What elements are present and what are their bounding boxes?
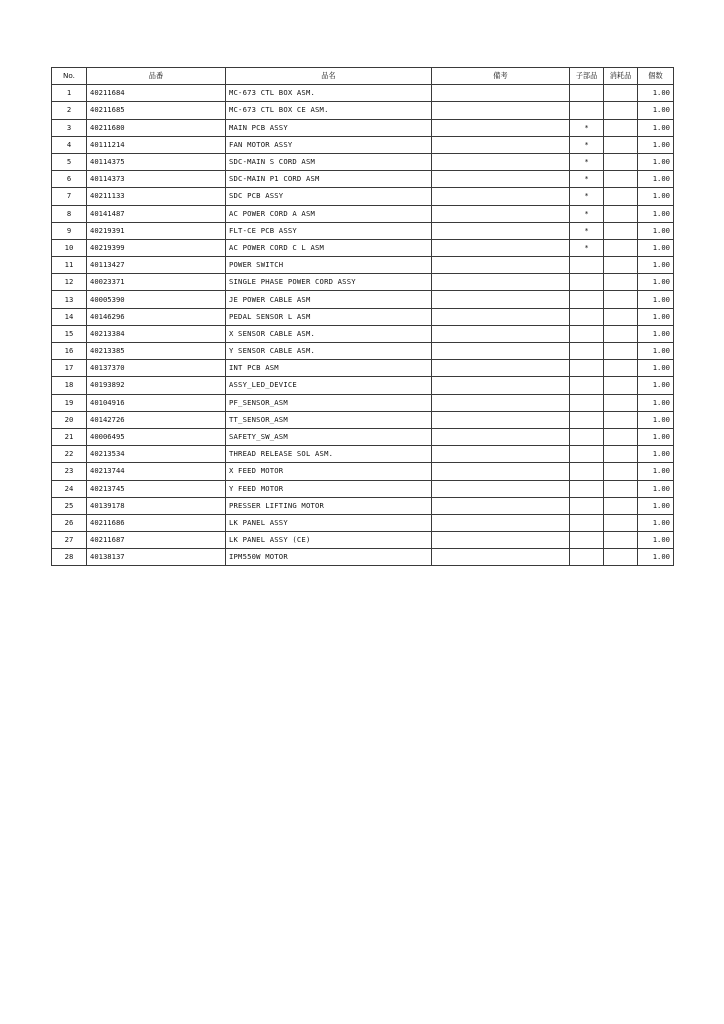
sub-part-mark — [570, 360, 604, 377]
row-no: 11 — [52, 257, 87, 274]
part-name-cell: PEDAL SENSOR L ASM — [226, 308, 432, 325]
sub-part-mark: * — [570, 205, 604, 222]
table-row — [52, 497, 674, 514]
table-row — [52, 102, 674, 119]
table-row — [52, 153, 674, 170]
table-row — [52, 222, 674, 239]
part-number-cell: 40211684 — [87, 85, 226, 102]
consumable-mark — [604, 153, 638, 170]
table-row — [52, 188, 674, 205]
quantity-cell: 1.00 — [638, 119, 674, 136]
table-row — [52, 480, 674, 497]
table-row — [52, 549, 674, 566]
sub-part-mark — [570, 480, 604, 497]
quantity-cell: 1.00 — [638, 274, 674, 291]
remarks-cell — [432, 549, 570, 566]
remarks-cell — [432, 480, 570, 497]
table-row — [52, 85, 674, 102]
table-row — [52, 239, 674, 256]
remarks-cell — [432, 360, 570, 377]
consumable-mark — [604, 532, 638, 549]
row-no: 8 — [52, 205, 87, 222]
part-number-cell: 40213385 — [87, 343, 226, 360]
part-name-cell: X SENSOR CABLE ASM. — [226, 325, 432, 342]
row-no: 18 — [52, 377, 87, 394]
consumable-mark — [604, 514, 638, 531]
part-name-cell: MAIN PCB ASSY — [226, 119, 432, 136]
consumable-mark — [604, 119, 638, 136]
header-sub-part: 子部品 — [570, 68, 604, 85]
part-number-cell: 40114375 — [87, 153, 226, 170]
sub-part-mark — [570, 428, 604, 445]
row-no: 26 — [52, 514, 87, 531]
row-no: 21 — [52, 428, 87, 445]
remarks-cell — [432, 514, 570, 531]
row-no: 24 — [52, 480, 87, 497]
part-number-cell: 40005390 — [87, 291, 226, 308]
table-row — [52, 394, 674, 411]
remarks-cell — [432, 257, 570, 274]
sub-part-mark — [570, 377, 604, 394]
row-no: 6 — [52, 171, 87, 188]
quantity-cell: 1.00 — [638, 205, 674, 222]
part-number-cell: 40113427 — [87, 257, 226, 274]
remarks-cell — [432, 325, 570, 342]
row-no: 27 — [52, 532, 87, 549]
sub-part-mark — [570, 514, 604, 531]
row-no: 16 — [52, 343, 87, 360]
part-name-cell: FLT-CE PCB ASSY — [226, 222, 432, 239]
header-consumable: 消耗品 — [604, 68, 638, 85]
sub-part-mark: * — [570, 136, 604, 153]
part-number-cell: 40006495 — [87, 428, 226, 445]
sub-part-mark: * — [570, 188, 604, 205]
part-number-cell: 40211686 — [87, 514, 226, 531]
sub-part-mark — [570, 446, 604, 463]
remarks-cell — [432, 308, 570, 325]
quantity-cell: 1.00 — [638, 257, 674, 274]
quantity-cell: 1.00 — [638, 102, 674, 119]
sub-part-mark — [570, 532, 604, 549]
part-name-cell: LK PANEL ASSY (CE) — [226, 532, 432, 549]
remarks-cell — [432, 274, 570, 291]
table-row — [52, 205, 674, 222]
header-part-name: 品名 — [226, 68, 432, 85]
consumable-mark — [604, 188, 638, 205]
quantity-cell: 1.00 — [638, 291, 674, 308]
sub-part-mark — [570, 549, 604, 566]
consumable-mark — [604, 411, 638, 428]
part-number-cell: 40211685 — [87, 102, 226, 119]
row-no: 12 — [52, 274, 87, 291]
consumable-mark — [604, 239, 638, 256]
consumable-mark — [604, 308, 638, 325]
remarks-cell — [432, 446, 570, 463]
sub-part-mark: * — [570, 153, 604, 170]
quantity-cell: 1.00 — [638, 343, 674, 360]
part-name-cell: FAN MOTOR ASSY — [226, 136, 432, 153]
sub-part-mark — [570, 343, 604, 360]
table-row — [52, 360, 674, 377]
consumable-mark — [604, 222, 638, 239]
sub-part-mark — [570, 325, 604, 342]
parts-table — [51, 67, 674, 566]
table-row — [52, 308, 674, 325]
sub-part-mark — [570, 274, 604, 291]
quantity-cell: 1.00 — [638, 222, 674, 239]
row-no: 9 — [52, 222, 87, 239]
row-no: 14 — [52, 308, 87, 325]
part-number-cell: 40213384 — [87, 325, 226, 342]
remarks-cell — [432, 102, 570, 119]
sub-part-mark — [570, 85, 604, 102]
quantity-cell: 1.00 — [638, 308, 674, 325]
part-name-cell: INT PCB ASM — [226, 360, 432, 377]
remarks-cell — [432, 119, 570, 136]
quantity-cell: 1.00 — [638, 85, 674, 102]
quantity-cell: 1.00 — [638, 377, 674, 394]
quantity-cell: 1.00 — [638, 411, 674, 428]
table-row — [52, 377, 674, 394]
header-no: No. — [52, 68, 87, 85]
part-number-cell: 40104916 — [87, 394, 226, 411]
row-no: 23 — [52, 463, 87, 480]
part-number-cell: 40213534 — [87, 446, 226, 463]
part-name-cell: SDC PCB ASSY — [226, 188, 432, 205]
remarks-cell — [432, 222, 570, 239]
table-row — [52, 257, 674, 274]
row-no: 19 — [52, 394, 87, 411]
header-remarks: 備考 — [432, 68, 570, 85]
part-name-cell: MC-673 CTL BOX ASM. — [226, 85, 432, 102]
sub-part-mark — [570, 102, 604, 119]
part-number-cell: 40211687 — [87, 532, 226, 549]
sub-part-mark: * — [570, 119, 604, 136]
remarks-cell — [432, 153, 570, 170]
row-no: 7 — [52, 188, 87, 205]
part-name-cell: ASSY_LED_DEVICE — [226, 377, 432, 394]
part-name-cell: Y FEED MOTOR — [226, 480, 432, 497]
table-row — [52, 446, 674, 463]
row-no: 22 — [52, 446, 87, 463]
table-header-row — [52, 68, 674, 85]
remarks-cell — [432, 205, 570, 222]
remarks-cell — [432, 85, 570, 102]
remarks-cell — [432, 497, 570, 514]
part-number-cell: 40219399 — [87, 239, 226, 256]
row-no: 2 — [52, 102, 87, 119]
remarks-cell — [432, 463, 570, 480]
remarks-cell — [432, 291, 570, 308]
table-row — [52, 343, 674, 360]
header-part-number: 品番 — [87, 68, 226, 85]
part-number-cell: 40111214 — [87, 136, 226, 153]
remarks-cell — [432, 343, 570, 360]
consumable-mark — [604, 343, 638, 360]
row-no: 13 — [52, 291, 87, 308]
part-name-cell: THREAD RELEASE SOL ASM. — [226, 446, 432, 463]
table-row — [52, 463, 674, 480]
row-no: 1 — [52, 85, 87, 102]
sub-part-mark — [570, 394, 604, 411]
quantity-cell: 1.00 — [638, 153, 674, 170]
consumable-mark — [604, 102, 638, 119]
remarks-cell — [432, 188, 570, 205]
consumable-mark — [604, 325, 638, 342]
consumable-mark — [604, 171, 638, 188]
table-row — [52, 428, 674, 445]
remarks-cell — [432, 239, 570, 256]
table-row — [52, 325, 674, 342]
quantity-cell: 1.00 — [638, 394, 674, 411]
part-number-cell: 40193892 — [87, 377, 226, 394]
part-number-cell: 40139178 — [87, 497, 226, 514]
consumable-mark — [604, 85, 638, 102]
consumable-mark — [604, 274, 638, 291]
row-no: 10 — [52, 239, 87, 256]
quantity-cell: 1.00 — [638, 497, 674, 514]
row-no: 28 — [52, 549, 87, 566]
part-name-cell: Y SENSOR CABLE ASM. — [226, 343, 432, 360]
sub-part-mark — [570, 497, 604, 514]
part-name-cell: AC POWER CORD A ASM — [226, 205, 432, 222]
remarks-cell — [432, 136, 570, 153]
quantity-cell: 1.00 — [638, 360, 674, 377]
row-no: 17 — [52, 360, 87, 377]
consumable-mark — [604, 446, 638, 463]
quantity-cell: 1.00 — [638, 171, 674, 188]
remarks-cell — [432, 394, 570, 411]
quantity-cell: 1.00 — [638, 514, 674, 531]
remarks-cell — [432, 411, 570, 428]
part-name-cell: SDC-MAIN P1 CORD ASM — [226, 171, 432, 188]
table-row — [52, 171, 674, 188]
sub-part-mark — [570, 463, 604, 480]
remarks-cell — [432, 171, 570, 188]
row-no: 25 — [52, 497, 87, 514]
remarks-cell — [432, 377, 570, 394]
part-name-cell: JE POWER CABLE ASM — [226, 291, 432, 308]
sub-part-mark: * — [570, 239, 604, 256]
consumable-mark — [604, 205, 638, 222]
consumable-mark — [604, 394, 638, 411]
row-no: 15 — [52, 325, 87, 342]
part-name-cell: SDC-MAIN S CORD ASM — [226, 153, 432, 170]
part-number-cell: 40142726 — [87, 411, 226, 428]
consumable-mark — [604, 497, 638, 514]
sub-part-mark: * — [570, 171, 604, 188]
quantity-cell: 1.00 — [638, 188, 674, 205]
quantity-cell: 1.00 — [638, 549, 674, 566]
part-name-cell: TT_SENSOR_ASM — [226, 411, 432, 428]
quantity-cell: 1.00 — [638, 463, 674, 480]
part-name-cell: SAFETY_SW_ASM — [226, 428, 432, 445]
consumable-mark — [604, 377, 638, 394]
part-number-cell: 40146296 — [87, 308, 226, 325]
table-row — [52, 119, 674, 136]
consumable-mark — [604, 257, 638, 274]
table-row — [52, 532, 674, 549]
sub-part-mark — [570, 291, 604, 308]
table-row — [52, 274, 674, 291]
row-no: 5 — [52, 153, 87, 170]
part-number-cell: 40211133 — [87, 188, 226, 205]
part-name-cell: PRESSER LIFTING MOTOR — [226, 497, 432, 514]
part-number-cell: 40137370 — [87, 360, 226, 377]
consumable-mark — [604, 136, 638, 153]
sub-part-mark — [570, 308, 604, 325]
quantity-cell: 1.00 — [638, 428, 674, 445]
sub-part-mark — [570, 411, 604, 428]
part-number-cell: 40213744 — [87, 463, 226, 480]
part-number-cell: 40023371 — [87, 274, 226, 291]
consumable-mark — [604, 291, 638, 308]
part-name-cell: MC-673 CTL BOX CE ASM. — [226, 102, 432, 119]
remarks-cell — [432, 532, 570, 549]
table-row — [52, 514, 674, 531]
part-number-cell: 40138137 — [87, 549, 226, 566]
consumable-mark — [604, 549, 638, 566]
part-name-cell: AC POWER CORD C L ASM — [226, 239, 432, 256]
consumable-mark — [604, 463, 638, 480]
consumable-mark — [604, 360, 638, 377]
table-row — [52, 411, 674, 428]
row-no: 3 — [52, 119, 87, 136]
quantity-cell: 1.00 — [638, 480, 674, 497]
quantity-cell: 1.00 — [638, 239, 674, 256]
sub-part-mark: * — [570, 222, 604, 239]
quantity-cell: 1.00 — [638, 446, 674, 463]
row-no: 20 — [52, 411, 87, 428]
consumable-mark — [604, 480, 638, 497]
part-name-cell: LK PANEL ASSY — [226, 514, 432, 531]
part-number-cell: 40213745 — [87, 480, 226, 497]
part-name-cell: IPM550W MOTOR — [226, 549, 432, 566]
row-no: 4 — [52, 136, 87, 153]
part-name-cell: PF_SENSOR_ASM — [226, 394, 432, 411]
part-number-cell: 40141487 — [87, 205, 226, 222]
quantity-cell: 1.00 — [638, 532, 674, 549]
header-quantity: 個数 — [638, 68, 674, 85]
part-name-cell: SINGLE PHASE POWER CORD ASSY — [226, 274, 432, 291]
part-number-cell: 40211680 — [87, 119, 226, 136]
sub-part-mark — [570, 257, 604, 274]
part-name-cell: POWER SWITCH — [226, 257, 432, 274]
part-number-cell: 40114373 — [87, 171, 226, 188]
consumable-mark — [604, 428, 638, 445]
table-row — [52, 136, 674, 153]
part-name-cell: X FEED MOTOR — [226, 463, 432, 480]
remarks-cell — [432, 428, 570, 445]
part-number-cell: 40219391 — [87, 222, 226, 239]
quantity-cell: 1.00 — [638, 325, 674, 342]
quantity-cell: 1.00 — [638, 136, 674, 153]
table-row — [52, 291, 674, 308]
